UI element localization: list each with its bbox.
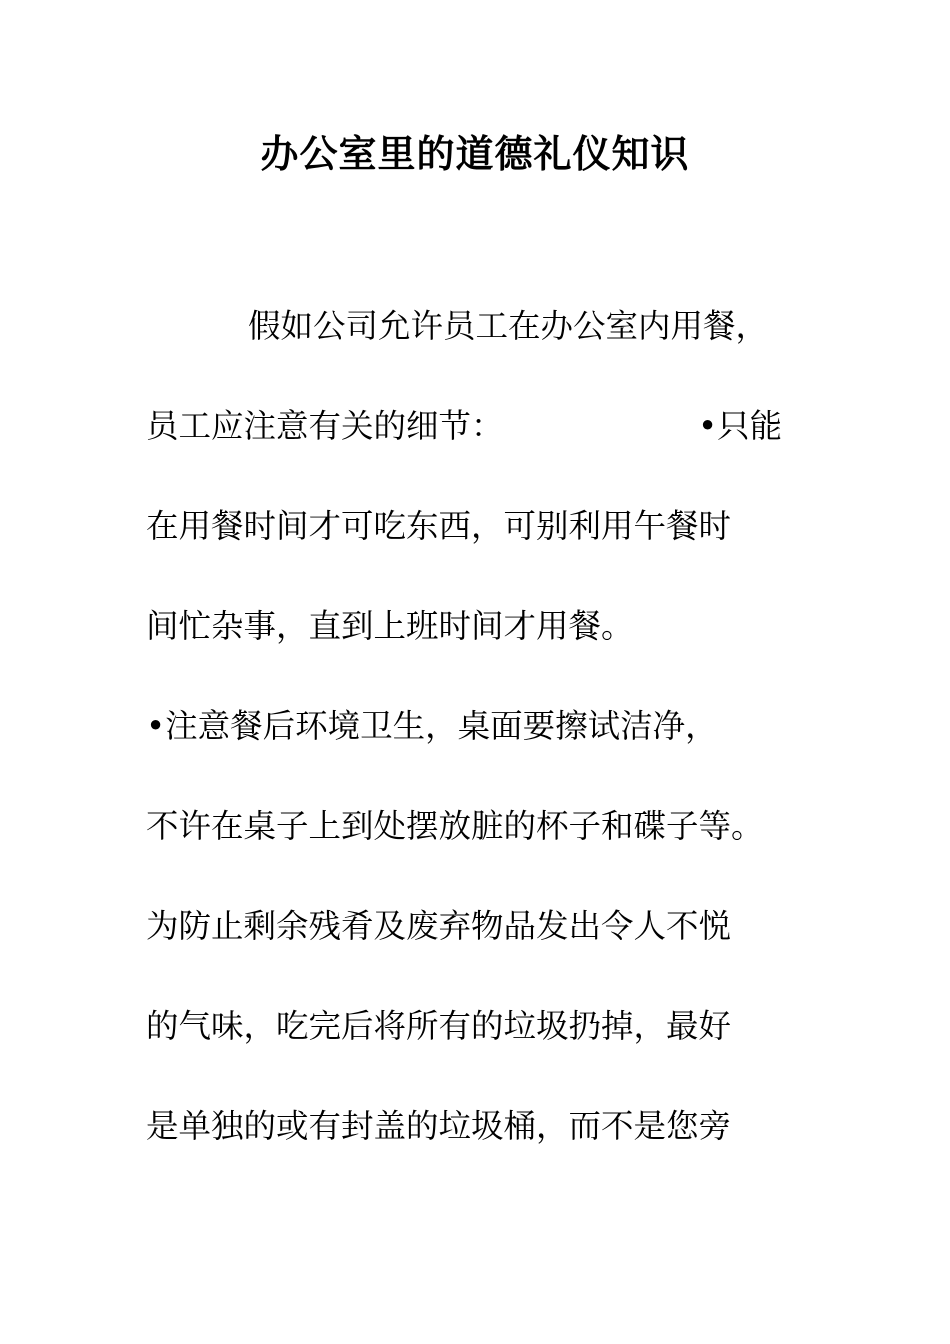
bullet-line: •注意餐后环境卫生，桌面要擦试洁净，: [146, 707, 718, 745]
document-title: 办公室里的道德礼仪知识: [260, 131, 690, 176]
paragraph-line: 员工应注意有关的细节：: [146, 407, 504, 445]
paragraph-line: 为防止剩余残肴及废弃物品发出令人不悦: [146, 907, 732, 945]
paragraph-line: 不许在桌子上到处摆放脏的杯子和碟子等。: [146, 807, 764, 845]
paragraph-line: 的气味，吃完后将所有的垃圾扔掉，最好: [146, 1007, 732, 1045]
paragraph-line: 在用餐时间才可吃东西，可别利用午餐时: [146, 507, 732, 545]
paragraph-line: 是单独的或有封盖的垃圾桶，而不是您旁: [146, 1107, 732, 1145]
bullet-item-start: •只能: [698, 407, 783, 445]
paragraph-line: 假如公司允许员工在办公室内用餐，: [248, 307, 769, 345]
paragraph-line: 间忙杂事，直到上班时间才用餐。: [146, 607, 634, 645]
